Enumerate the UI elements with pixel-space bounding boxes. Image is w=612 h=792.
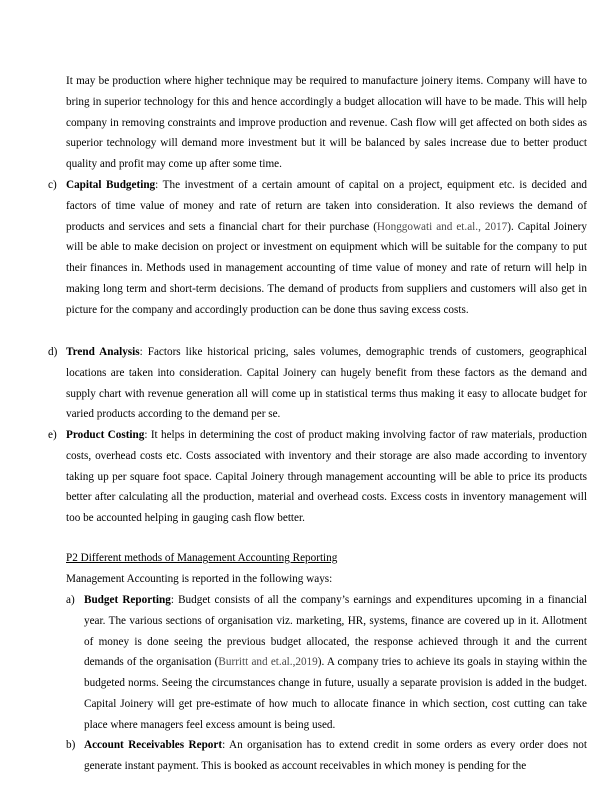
budget-reporting-text-b: ). A company tries to achieve its goals in staying within the budgeted norms. Seeing the circumstances change in future, usually a separate provision is added in the budget. Capital Joinery will get pre-estimate of how much to allocate finance in which section, cost cutting can take place where managers feel excess amount is being used.	[84, 656, 587, 731]
section-heading	[66, 548, 587, 569]
term-account-receivables: Account Receivables Report	[84, 739, 223, 751]
list-marker-d: d)	[48, 346, 58, 358]
list-item-capital-budgeting	[66, 175, 587, 321]
list-item-account-receivables	[84, 735, 587, 777]
capital-budgeting-text-b: ). Capital Joinery will be able to make decision on project or investment on equipment which will be suitable for the company to put their finances in. Methods used in management accounting of time value of money and rate of return will help in making long term and short-term decisions. The demand of products from suppliers and customers will also get in picture for the company and accordingly production can be done thus saving excess costs.	[66, 220, 587, 316]
term-trend-analysis: Trend Analysis	[66, 346, 140, 358]
list-marker-a: a)	[66, 594, 75, 606]
list-marker-c: c)	[48, 179, 57, 191]
term-product-costing: Product Costing	[66, 429, 145, 441]
intro-paragraph: It may be production where higher technique may be required to manufacture joinery items. Company will have to bring in superior technology for this and hence accordingly a budget allocation will have to be made. This will help company in removing constraints and improve production and revenue. Cash flow will get affected on both sides as superior technology will demand more investment but it will be balanced by sales increase due to better product quality and profit may come up after some time.	[66, 75, 587, 171]
citation-honggowati: Honggowati and et.al., 2017	[376, 220, 508, 233]
list-item-product-costing	[66, 425, 587, 529]
section-lead: Management Accounting is reported in the following ways:	[66, 573, 333, 585]
capital-budgeting-text-a: : The investment of a certain amount of capital on a project, equipment etc. is decided and factors of time value of money and rate of return are taken into consideration. It also reviews the demand of products and services and sets a financial chart for their purchase (	[66, 179, 588, 233]
term-budget-reporting: Budget Reporting	[84, 594, 171, 606]
product-costing-text: : It helps in determining the cost of product making involving factor of raw materials, production costs, overhead costs etc. Costs associated with inventory and their storage are also made according to inventory taking up per square foot space. Capital Joinery through management accounting will be able to price its products better after calculating all the production, material and overhead costs. Excess costs in inventory management will too be accounted helping in gauging cash flow better.	[66, 429, 587, 525]
term-capital-budgeting: Capital Budgeting	[66, 179, 156, 191]
list-item-budget-reporting	[84, 590, 587, 736]
list-item-trend-analysis	[66, 342, 587, 425]
list-marker-e: e)	[48, 429, 57, 441]
account-receivables-text: : An organisation has to extend credit in some orders as every order does not generate instant payment. This is booked as account receivables in which money is pending for the	[84, 739, 587, 772]
list-marker-b: b)	[66, 739, 76, 751]
trend-analysis-text: : Factors like historical pricing, sales volumes, demographic trends of customers, geographical locations are taken into consideration. Capital Joinery can hugely benefit from these factors as the demand and supply chart with revenue generation all will come up in statistical terms thus making it easy to allocate budget for varied products according to the demand per se.	[66, 346, 587, 421]
budget-reporting-text-a: : Budget consists of all the company’s earnings and expenditures upcoming in a financial year. The various sections of organisation viz. marketing, HR, systems, finance are covered up in it. Allotment of money is done seeing the previous budget allocated, the response achieved through it and the current demands of the organisation (	[84, 594, 587, 669]
citation-burritt: Burritt and et.al.,2019	[218, 656, 318, 669]
section-heading-text: P2 Different methods of Management Accounting Reporting	[66, 552, 338, 564]
